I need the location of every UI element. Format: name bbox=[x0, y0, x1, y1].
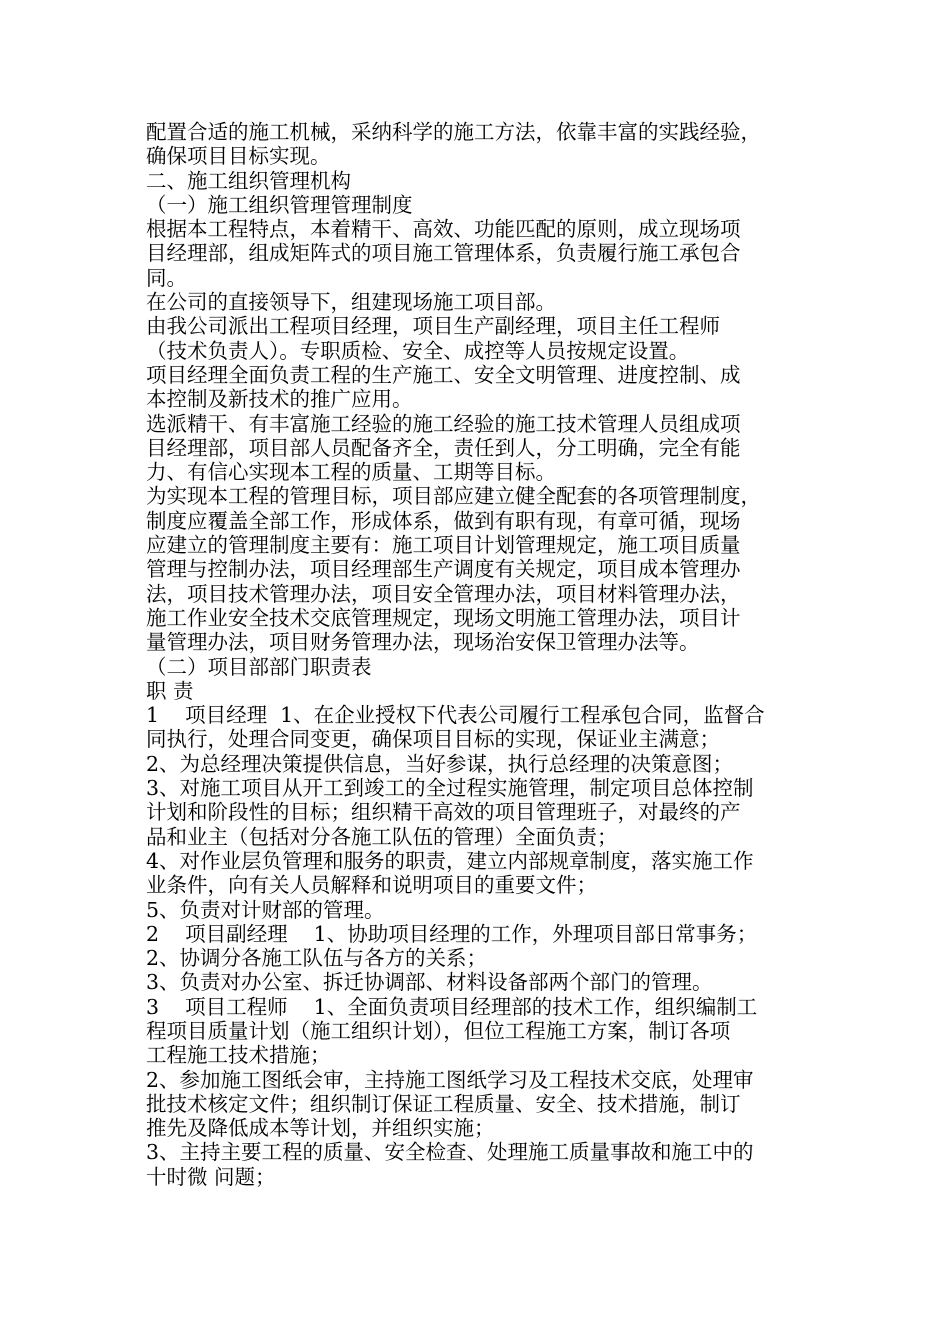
text-line: 选派精干、有丰富施工经验的施工经验的施工技术管理人员组成项 bbox=[146, 411, 741, 436]
text-line: 4、对作业层负管理和服务的职责，建立内部规章制度，落实施工作 bbox=[146, 848, 754, 873]
text-line: 批技术核定文件；组织制订保证工程质量、安全、技术措施，制订 bbox=[146, 1091, 741, 1116]
text-line: 为实现本工程的管理目标，项目部应建立健全配套的各项管理制度， bbox=[146, 484, 761, 509]
text-line: 品和业主（包括对分各施工队伍的管理）全面负责； bbox=[146, 824, 618, 849]
text-line: （技术负责人）。专职质检、安全、成控等人员按规定设置。 bbox=[146, 338, 690, 363]
table-row: 2 项目副经理 1、协助项目经理的工作，外理项目部日常事务； bbox=[146, 921, 758, 946]
text-line: 工程施工技术措施； bbox=[146, 1043, 331, 1068]
text-line: 2、参加施工图纸会审，主持施工图纸学习及工程技术交底，处理审 bbox=[146, 1067, 754, 1092]
text-line: 3、主持主要工程的质量、安全检查、处理施工质量事故和施工中的 bbox=[146, 1140, 754, 1165]
text-line: 施工作业安全技术交底管理规定，现场文明施工管理办法，项目计 bbox=[146, 605, 741, 630]
text-line: 配置合适的施工机械，采纳科学的施工方法，依靠丰富的实践经验， bbox=[146, 120, 761, 144]
text-line: 力、有信心实现本工程的质量、工期等目标。 bbox=[146, 460, 556, 485]
text-line: 3、负责对办公室、拆迁协调部、材料设备部两个部门的管理。 bbox=[146, 970, 713, 995]
text-line: 管理与控制办法，项目经理部生产调度有关规定，项目成本管理办 bbox=[146, 557, 741, 582]
text-line: 应建立的管理制度主要有：施工项目计划管理规定，施工项目质量 bbox=[146, 533, 741, 558]
text-line: 计划和阶段性的目标；组织精干高效的项目管理班子，对最终的产 bbox=[146, 800, 741, 825]
table-row: 3 项目工程师 1、全面负责项目经理部的技术工作，组织编制工 bbox=[146, 994, 758, 1019]
text-line: 3、对施工项目从开工到竣工的全过程实施管理，制定项目总体控制 bbox=[146, 776, 754, 801]
text-line: 由我公司派出工程项目经理，项目生产副经理，项目主任工程师 bbox=[146, 314, 720, 339]
text-line: 确保项目目标实现。 bbox=[146, 144, 331, 169]
document-body bbox=[146, 120, 814, 1189]
subsection-heading: （二）项目部部门职责表 bbox=[146, 654, 372, 679]
text-line: 在公司的直接领导下，组建现场施工项目部。 bbox=[146, 290, 556, 315]
text-line: 法，项目技术管理办法，项目安全管理办法，项目材料管理办法， bbox=[146, 581, 741, 606]
text-line: 项目经理全面负责工程的生产施工、安全文明管理、进度控制、成 bbox=[146, 362, 741, 387]
text-line: 业条件，向有关人员解释和说明项目的重要文件； bbox=[146, 873, 597, 898]
text-line: 量管理办法，项目财务管理办法，现场治安保卫管理办法等。 bbox=[146, 630, 700, 655]
subsection-heading: （一）施工组织管理管理制度 bbox=[146, 192, 413, 217]
text-line: 程项目质量计划（施工组织计划），但位工程施工方案，制订各项 bbox=[146, 1018, 731, 1043]
text-line: 同。 bbox=[146, 265, 187, 290]
text-line: 本控制及新技术的推广应用。 bbox=[146, 387, 413, 412]
table-row: 1 项目经理 1、在企业授权下代表公司履行工程承包合同，监督合 bbox=[146, 703, 765, 728]
text-line: 5、负责对计财部的管理。 bbox=[146, 897, 385, 922]
text-line: 同执行，处理合同变更，确保项目目标的实现，保证业主满意； bbox=[146, 727, 720, 752]
text-line: 根据本工程特点，本着精干、高效、功能匹配的原则，成立现场项 bbox=[146, 217, 741, 242]
text-line: 目经理部，项目部人员配备齐全，责任到人，分工明确，完全有能 bbox=[146, 435, 741, 460]
text-line: 十时微 问题； bbox=[146, 1164, 276, 1189]
text-line: 2、为总经理决策提供信息，当好参谋，执行总经理的决策意图； bbox=[146, 751, 734, 776]
text-line: 推先及降低成本等计划，并组织实施； bbox=[146, 1116, 495, 1141]
text-line: 制度应覆盖全部工作，形成体系，做到有职有现，有章可循，现场 bbox=[146, 508, 741, 533]
section-heading: 二、施工组织管理机构 bbox=[146, 168, 351, 193]
table-header: 职 责 bbox=[146, 678, 194, 703]
text-line: 目经理部，组成矩阵式的项目施工管理体系，负责履行施工承包合 bbox=[146, 241, 741, 266]
text-line: 2、协调分各施工队伍与各方的关系； bbox=[146, 946, 488, 971]
